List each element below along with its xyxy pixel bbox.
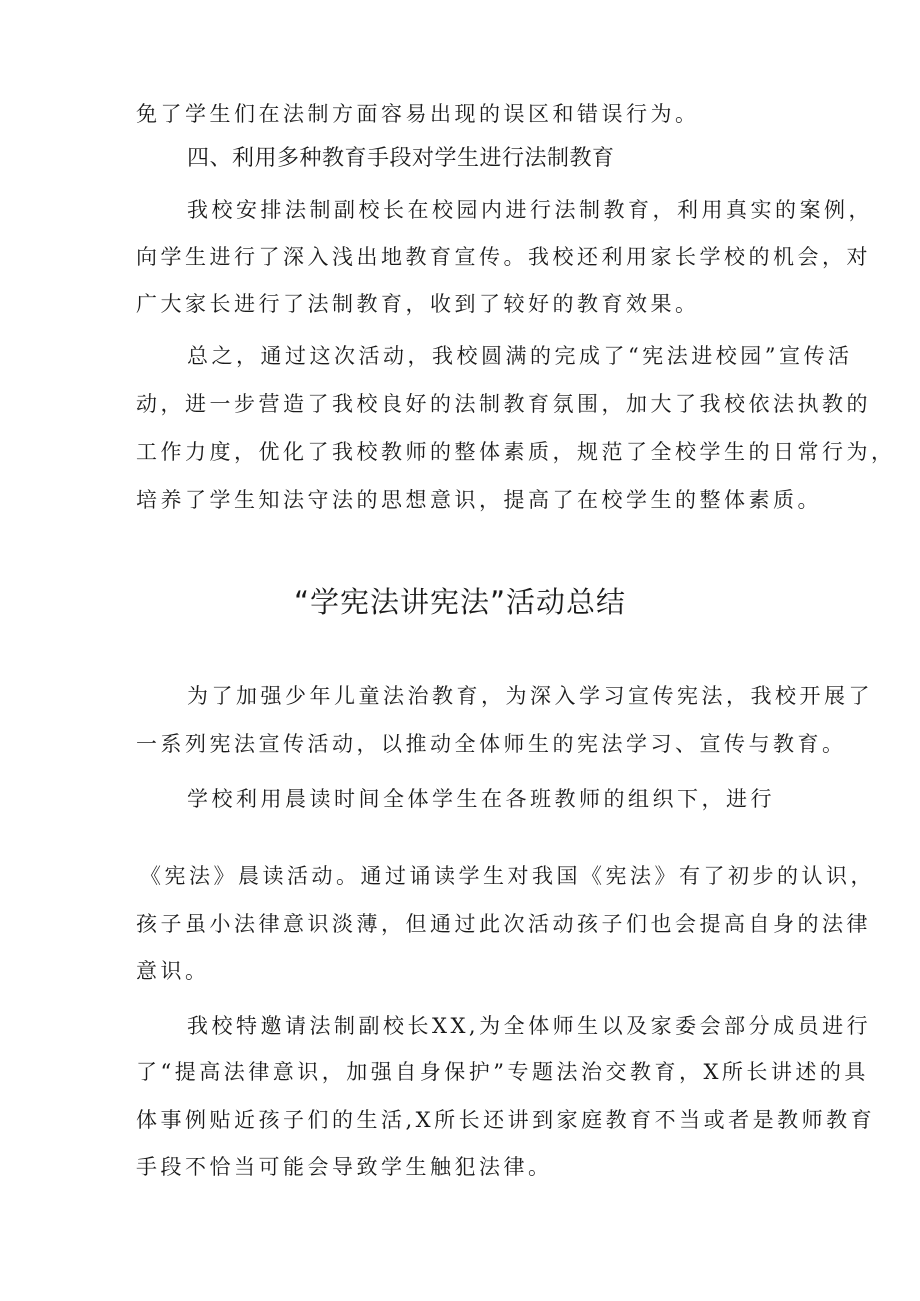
paragraph-line: 总之，通过这次活动，我校圆满的完成了“宪法进校园”宣传活 bbox=[187, 344, 853, 368]
paragraph-line: 了“提高法律意识，加强自身保护”专题法治交教育，X所长讲述的具 bbox=[136, 1060, 869, 1084]
document-title: “学宪法讲宪法”活动总结 bbox=[293, 585, 627, 619]
paragraph-line: 学校利用晨读时间全体学生在各班教师的组织下，进行 bbox=[187, 787, 775, 811]
paragraph-line: 向学生进行了深入浅出地教育宣传。我校还利用家长学校的机会，对 bbox=[136, 245, 871, 269]
paragraph-line: 我校特邀请法制副校长XX,为全体师生以及家委会部分成员进行 bbox=[187, 1014, 872, 1038]
paragraph-line: 动，进一步营造了我校良好的法制教育氛围，加大了我校依法执教的 bbox=[136, 392, 871, 416]
paragraph-line: 我校安排法制副校长在校园内进行法制教育，利用真实的案例， bbox=[187, 198, 873, 222]
paragraph-line: 一系列宪法宣传活动，以推动全体师生的宪法学习、宣传与教育。 bbox=[136, 732, 847, 756]
section-heading: 四、利用多种教育手段对学生进行法制教育 bbox=[187, 146, 615, 171]
paragraph-line: 免了学生们在法制方面容易出现的误区和错误行为。 bbox=[136, 102, 700, 126]
paragraph-line: 广大家长进行了法制教育，收到了较好的教育效果。 bbox=[136, 292, 700, 316]
paragraph-line: 工作力度，优化了我校教师的整体素质，规范了全校学生的日常行为， bbox=[136, 440, 896, 464]
paragraph-line: 体事例贴近孩子们的生活,X所长还讲到家庭教育不当或者是教师教育 bbox=[136, 1108, 876, 1132]
paragraph-line: 孩子虽小法律意识淡薄，但通过此次活动孩子们也会提高自身的法律 bbox=[136, 912, 871, 936]
paragraph-line: 手段不恰当可能会导致学生触犯法律。 bbox=[136, 1155, 553, 1179]
paragraph-line: 《宪法》晨读活动。通过诵读学生对我国《宪法》有了初步的认识， bbox=[140, 864, 875, 888]
paragraph-line: 为了加强少年儿童法治教育，为深入学习宣传宪法，我校开展了 bbox=[187, 684, 873, 708]
paragraph-line: 意识。 bbox=[136, 959, 210, 983]
paragraph-line: 培养了学生知法守法的思想意识，提高了在校学生的整体素质。 bbox=[136, 488, 822, 512]
